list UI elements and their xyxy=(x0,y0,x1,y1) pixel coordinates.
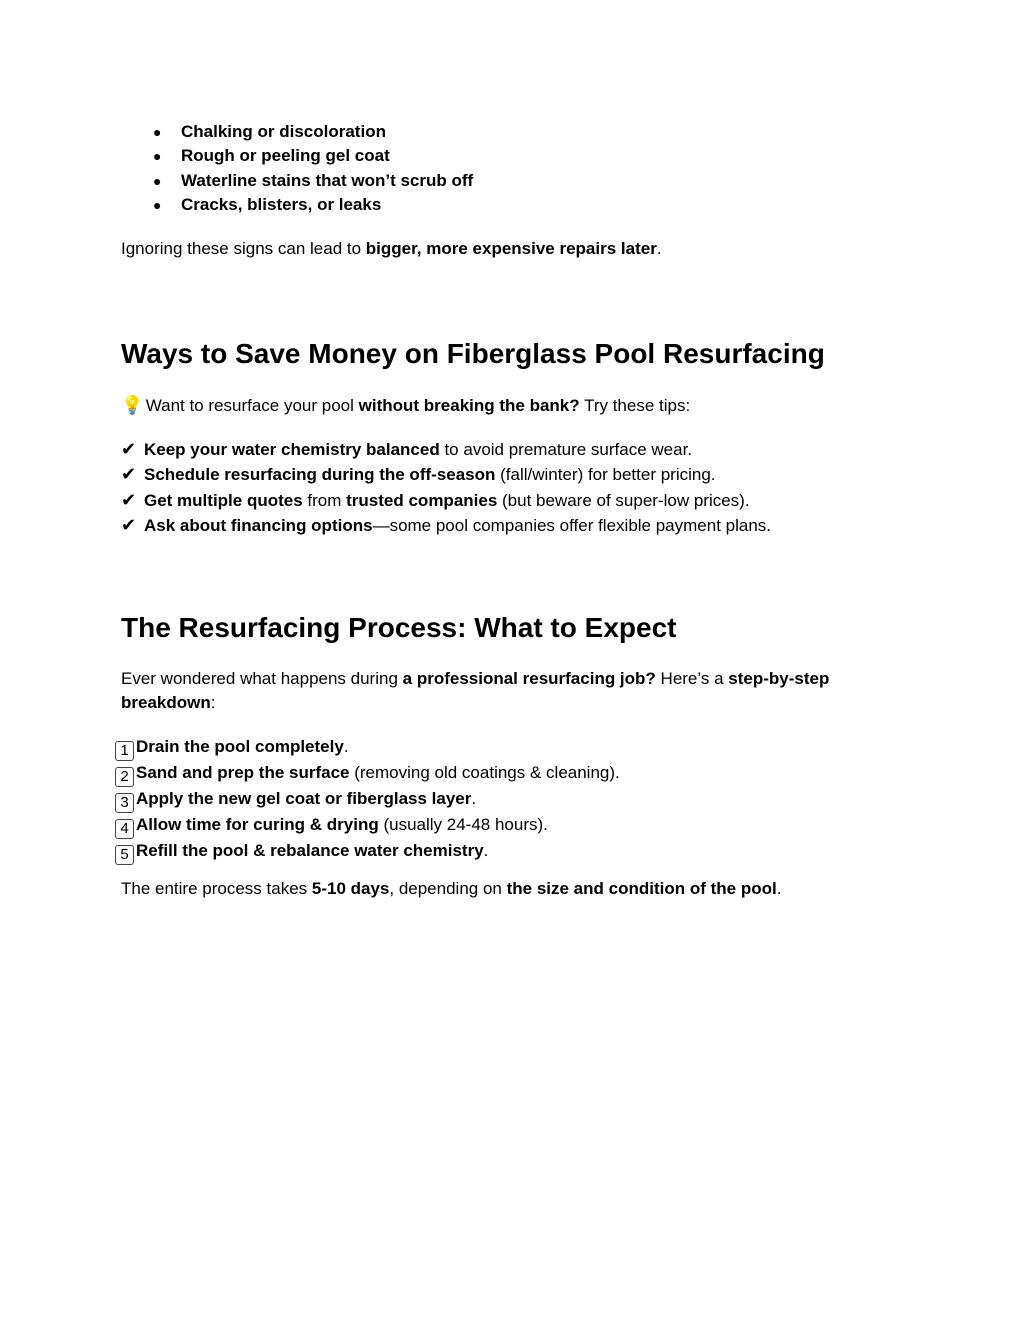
list-item: 1 Drain the pool completely. xyxy=(115,735,620,761)
checkmark-icon: ✔ xyxy=(121,515,137,536)
warning-signs-list xyxy=(153,120,473,218)
bullet-icon: ● xyxy=(153,197,162,214)
lightbulb-icon: 💡 xyxy=(121,395,144,415)
money-saving-tips-list xyxy=(121,437,771,539)
bullet-icon: ● xyxy=(153,124,162,140)
number-2-icon: 2 xyxy=(115,767,134,787)
number-4-icon: 4 xyxy=(115,819,134,839)
number-1-icon: 1 xyxy=(115,741,134,761)
list-item: ✔ Schedule resurfacing during the off-season (fall/winter) for better pricing. xyxy=(121,462,771,487)
list-item: ✔ Keep your water chemistry balanced to avoid premature surface wear. xyxy=(121,437,771,462)
list-item: ✔ Ask about financing options—some pool companies offer flexible payment plans. xyxy=(121,513,771,538)
save-money-intro: 💡 Want to resurface your pool without breaking the bank? Try these tips: xyxy=(121,393,690,418)
checkmark-icon: ✔ xyxy=(121,439,137,459)
number-3-icon: 3 xyxy=(115,793,134,813)
bullet-icon: ● xyxy=(153,148,162,165)
list-item: ● Chalking or discoloration xyxy=(153,120,473,144)
list-item: 2 Sand and prep the surface (removing old coatings & cleaning). xyxy=(115,761,620,787)
process-intro: Ever wondered what happens during a professional resurfacing job? Here’s a step-by-step breakdown: xyxy=(121,669,830,713)
list-item: 4 Allow time for curing & drying (usually 24-48 hours). xyxy=(115,813,620,839)
list-item: ● Waterline stains that won’t scrub off xyxy=(153,169,473,193)
section-heading-save-money: Ways to Save Money on Fiberglass Pool Resurfacing xyxy=(121,338,825,369)
list-item: ● Rough or peeling gel coat xyxy=(153,144,473,168)
ignore-warning-paragraph: Ignoring these signs can lead to bigger, more expensive repairs later. xyxy=(121,239,662,258)
number-5-icon: 5 xyxy=(115,845,134,865)
list-item: ✔ Get multiple quotes from trusted companies (but beware of super-low prices). xyxy=(121,488,771,513)
section-heading-process: The Resurfacing Process: What to Expect xyxy=(121,612,677,643)
checkmark-icon: ✔ xyxy=(121,464,137,485)
list-item: ● Cracks, blisters, or leaks xyxy=(153,193,473,217)
bullet-icon: ● xyxy=(153,172,162,189)
list-item: 5 Refill the pool & rebalance water chemistry. xyxy=(115,839,620,865)
process-steps-list xyxy=(115,735,620,865)
checkmark-icon: ✔ xyxy=(121,489,137,510)
process-duration-paragraph: The entire process takes 5-10 days, depending on the size and condition of the pool. xyxy=(121,879,782,898)
list-item: 3 Apply the new gel coat or fiberglass layer. xyxy=(115,787,620,813)
